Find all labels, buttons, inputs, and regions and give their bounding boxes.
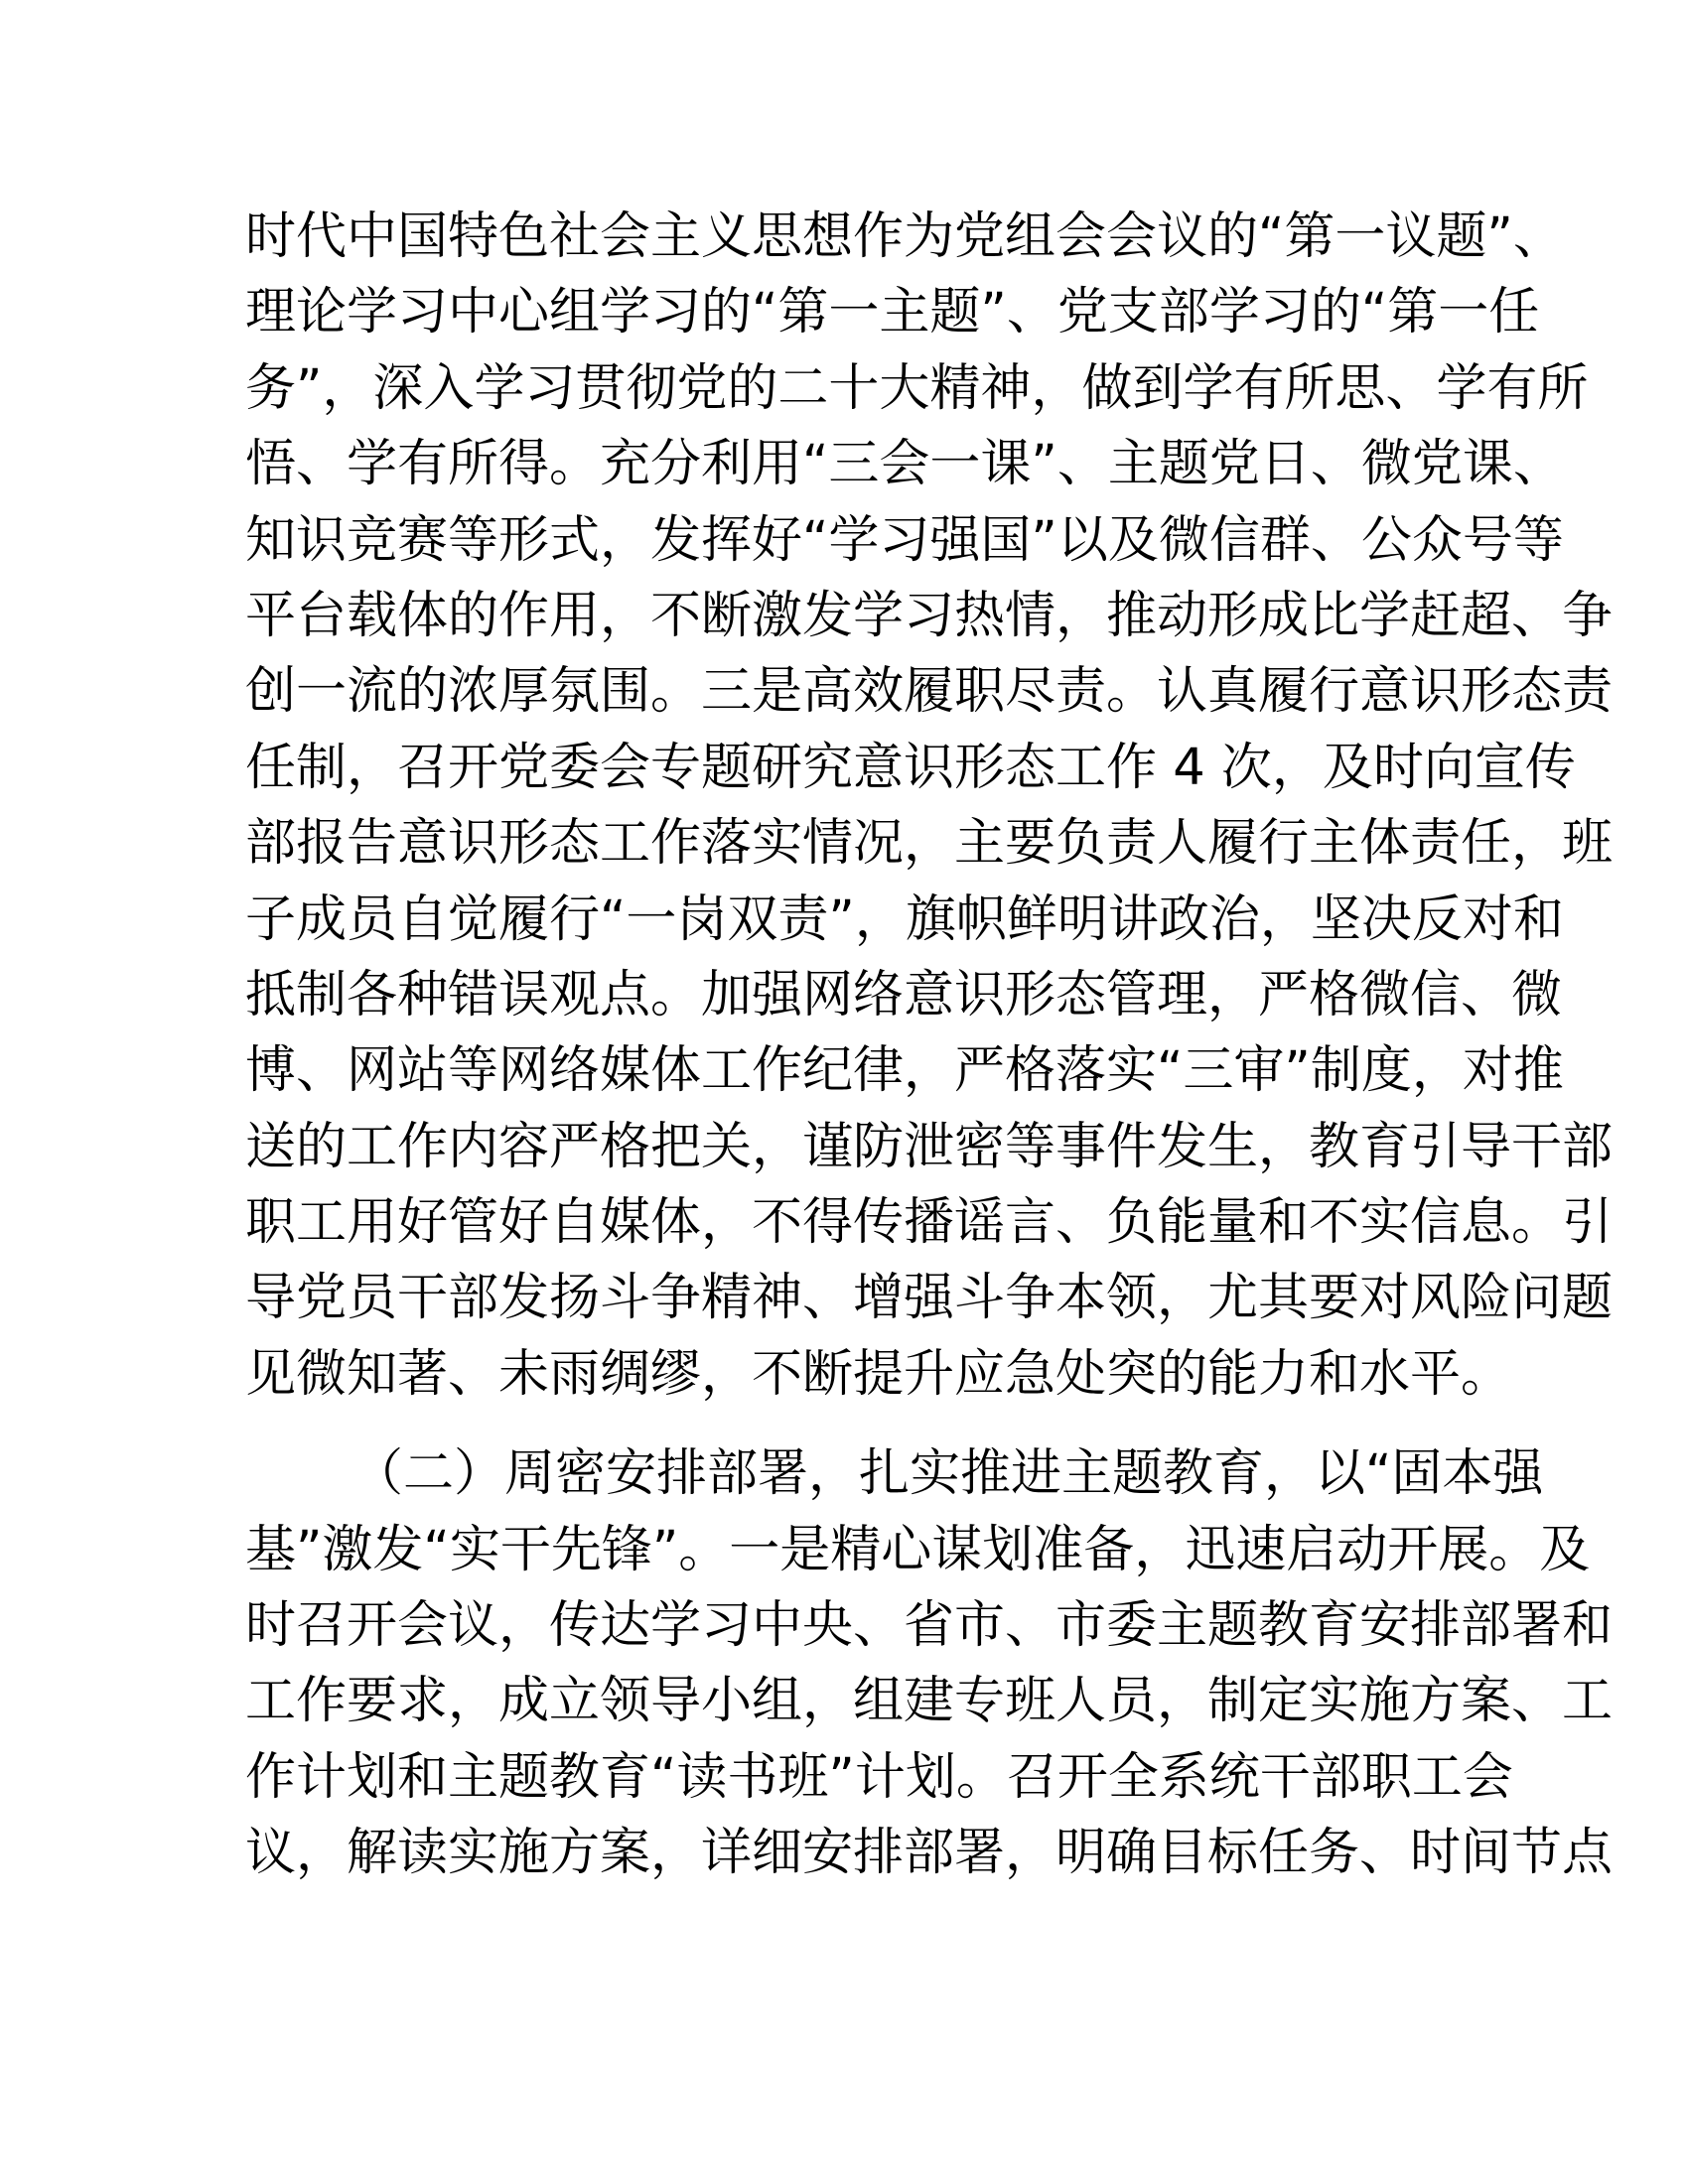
text-line: （二）周密安排部署，扎实推进主题教育，以“固本强 xyxy=(352,1444,1544,1504)
text-line: 抵制各种错误观点。加强网络意识形态管理，严格微信、微 xyxy=(245,965,1563,1024)
text-line: 基”激发“实干先锋”。一是精心谋划准备，迅速启动开展。及 xyxy=(245,1520,1591,1579)
text-line: 送的工作内容严格把关，谨防泄密等事件发生，教育引导干部 xyxy=(245,1117,1614,1176)
text-line: 创一流的浓厚氛围。三是高效履职尽责。认真履行意识形态责 xyxy=(245,662,1614,722)
text-line: 时代中国特色社会主义思想作为党组会会议的“第一议题”、 xyxy=(245,207,1564,266)
text-line: 见微知著、未雨绸缪，不断提升应急处突的能力和水平。 xyxy=(245,1344,1512,1404)
text-line: 工作要求，成立领导小组，组建专班人员，制定实施方案、工 xyxy=(245,1672,1614,1731)
text-line: 理论学习中心组学习的“第一主题”、党支部学习的“第一任 xyxy=(245,283,1540,342)
text-line: 平台载体的作用，不断激发学习热情，推动形成比学赶超、争 xyxy=(245,586,1614,645)
text-line: 博、网站等网络媒体工作纪律，严格落实“三审”制度，对推 xyxy=(245,1041,1564,1101)
text-line: 导党员干部发扬斗争精神、增强斗争本领，尤其要对风险问题 xyxy=(245,1269,1614,1328)
text-line: 务”，深入学习贯彻党的二十大精神，做到学有所思、学有所 xyxy=(245,358,1589,418)
document-page xyxy=(245,200,1614,1892)
text-line: 职工用好管好自媒体，不得传播谣言、负能量和不实信息。引 xyxy=(245,1193,1614,1253)
paragraph-1 xyxy=(245,200,1614,1413)
text-line: 议，解读实施方案，详细安排部署，明确目标任务、时间节点 xyxy=(245,1824,1614,1883)
text-line: 任制，召开党委会专题研究意识形态工作 4 次，及时向宣传 xyxy=(245,738,1576,797)
text-line: 作计划和主题教育“读书班”计划。召开全系统干部职工会 xyxy=(245,1747,1513,1807)
text-line: 时召开会议，传达学习中央、省市、市委主题教育安排部署和 xyxy=(245,1596,1614,1656)
text-line: 子成员自觉履行“一岗双责”，旗帜鲜明讲政治，坚决反对和 xyxy=(245,889,1564,949)
text-line: 部报告意识形态工作落实情况，主要负责人履行主体责任，班 xyxy=(245,814,1614,874)
paragraph-2 xyxy=(245,1436,1614,1891)
text-line: 知识竞赛等形式，发挥好“学习强国”以及微信群、公众号等 xyxy=(245,510,1564,570)
text-line: 悟、学有所得。充分利用“三会一课”、主题党日、微党课、 xyxy=(245,435,1564,494)
